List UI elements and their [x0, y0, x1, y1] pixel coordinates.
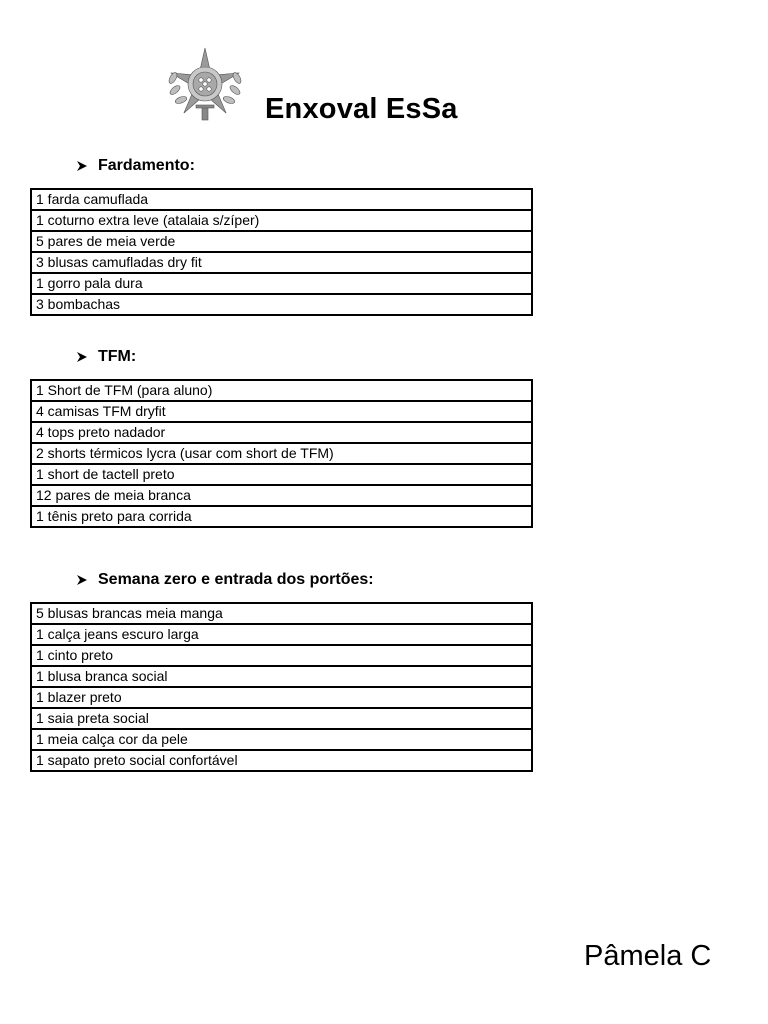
table-row	[31, 422, 532, 443]
list-item: 1 blusa branca social	[31, 666, 532, 687]
section-heading-label: Fardamento:	[98, 157, 195, 174]
arrow-bullet-icon	[76, 351, 88, 363]
table-row	[31, 624, 532, 645]
semana-zero-table	[30, 602, 533, 772]
table-row	[31, 252, 532, 273]
signature: Pâmela C	[584, 940, 712, 972]
section-heading-tfm	[76, 348, 136, 366]
table-row	[31, 273, 532, 294]
list-item: 1 coturno extra leve (atalaia s/zíper)	[31, 210, 532, 231]
page-title: Enxoval EsSa	[265, 93, 458, 125]
table-row	[31, 380, 532, 401]
table-row	[31, 750, 532, 771]
tfm-table	[30, 379, 533, 528]
table-row	[31, 485, 532, 506]
table-row	[31, 189, 532, 210]
table-row	[31, 708, 532, 729]
list-item: 1 meia calça cor da pele	[31, 729, 532, 750]
list-item: 1 saia preta social	[31, 708, 532, 729]
table-row	[31, 645, 532, 666]
table-row	[31, 231, 532, 252]
list-item: 1 blazer preto	[31, 687, 532, 708]
list-item: 1 calça jeans escuro larga	[31, 624, 532, 645]
arrow-bullet-icon	[76, 160, 88, 172]
table-row	[31, 687, 532, 708]
list-item: 1 sapato preto social confortável	[31, 750, 532, 771]
list-item: 3 bombachas	[31, 294, 532, 315]
emblem-logo	[158, 46, 256, 126]
list-item: 5 blusas brancas meia manga	[31, 603, 532, 624]
list-item: 1 farda camuflada	[31, 189, 532, 210]
table-row	[31, 666, 532, 687]
list-item: 12 pares de meia branca	[31, 485, 532, 506]
list-item: 1 tênis preto para corrida	[31, 506, 532, 527]
section-heading-label: Semana zero e entrada dos portões:	[98, 571, 374, 588]
table-row	[31, 401, 532, 422]
table-row	[31, 210, 532, 231]
table-row	[31, 443, 532, 464]
list-item: 1 short de tactell preto	[31, 464, 532, 485]
list-item: 1 cinto preto	[31, 645, 532, 666]
list-item: 1 gorro pala dura	[31, 273, 532, 294]
list-item: 4 camisas TFM dryfit	[31, 401, 532, 422]
section-heading-label: TFM:	[98, 348, 137, 365]
list-item: 1 Short de TFM (para aluno)	[31, 380, 532, 401]
arrow-bullet-icon	[76, 574, 88, 586]
table-row	[31, 294, 532, 315]
list-item: 4 tops preto nadador	[31, 422, 532, 443]
table-row	[31, 464, 532, 485]
table-row	[31, 506, 532, 527]
list-item: 5 pares de meia verde	[31, 231, 532, 252]
section-heading-fardamento	[76, 157, 195, 175]
list-item: 2 shorts térmicos lycra (usar com short de TFM)	[31, 443, 532, 464]
table-row	[31, 729, 532, 750]
table-row	[31, 603, 532, 624]
fardamento-table	[30, 188, 533, 316]
section-heading-semana-zero	[76, 571, 374, 589]
list-item: 3 blusas camufladas dry fit	[31, 252, 532, 273]
